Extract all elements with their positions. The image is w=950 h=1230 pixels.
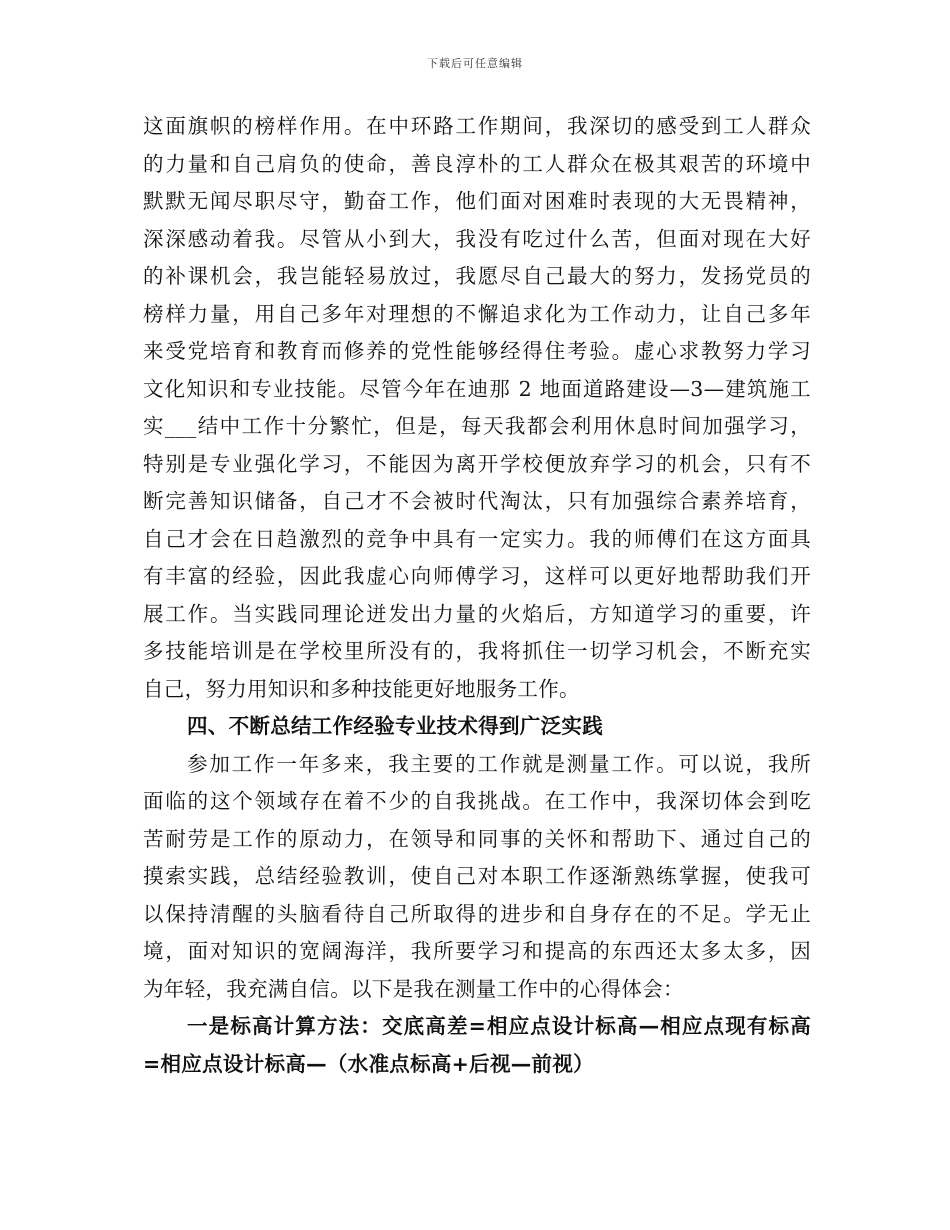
text-line: 为年轻，我充满自信。以下是我在测量工作中的心得体会： [143, 976, 684, 1001]
text-line: 的补课机会，我岂能轻易放过，我愿尽自己最大的努力，发扬党员的 [143, 264, 811, 288]
text-line: 深深感动着我。尽管从小到大，我没有吃过什么苦，但面对现在大好 [143, 226, 811, 251]
text-line: 榜样力量，用自己多年对理想的不懈追求化为工作动力，让自己多年 [143, 301, 811, 326]
text-line: 有丰富的经验，因此我虚心向师傅学习，这样可以更好地帮助我们开 [143, 564, 811, 588]
text-line: 特别是专业强化学习，不能因为离开学校便放弃学习的机会，只有不 [143, 451, 811, 476]
text-line: 实___结中工作十分繁忙，但是，每天我都会利用休息时间加强学习， [143, 414, 811, 438]
text-line: 多技能培训是在学校里所没有的，我将抓住一切学习机会，不断充实 [143, 639, 811, 663]
text-line: 苦耐劳是工作的原动力，在领导和同事的关怀和帮助下、通过自己的 [143, 826, 811, 851]
text-line: 默默无闻尽职尽守，勤奋工作，他们面对困难时表现的大无畏精神， [143, 189, 811, 213]
text-line: 自己才会在日趋激烈的竞争中具有一定实力。我的师傅们在这方面具 [143, 526, 811, 551]
text-line: 文化知识和专业技能。尽管今年在迪那 2 地面道路建设—3—建筑施工 [143, 376, 811, 401]
text-line: 自己，努力用知识和多种技能更好地服务工作。 [143, 676, 580, 701]
text-line: 这面旗帜的榜样作用。在中环路工作期间，我深切的感受到工人群众 [143, 114, 811, 138]
text-line: 以保持清醒的头脑看待自己所取得的进步和自身存在的不足。学无止 [143, 901, 811, 926]
text-line: 的力量和自己肩负的使命，善良淳朴的工人群众在极其艰苦的环境中 [143, 151, 811, 176]
bold-text-line: 一是标高计算方法：交底高差=相应点设计标高—相应点现有标高 [187, 1014, 811, 1038]
page-header-note: 下载后可任意编辑 [427, 57, 523, 70]
text-line: 面临的这个领域存在着不少的自我挑战。在工作中，我深切体会到吃 [143, 789, 811, 813]
section-heading: 四、不断总结工作经验专业技术得到广泛实践 [187, 714, 603, 738]
text-line: 展工作。当实践同理论迸发出力量的火焰后，方知道学习的重要，许 [143, 601, 811, 626]
bold-text-line: =相应点设计标高—（水准点标高+后视—前视） [143, 1051, 594, 1076]
text-line: 境，面对知识的宽阔海洋，我所要学习和提高的东西还太多太多，因 [143, 939, 811, 963]
text-line: 来受党培育和教育而修养的党性能够经得住考验。虚心求教努力学习 [143, 339, 811, 363]
text-line: 参加工作一年多来，我主要的工作就是测量工作。可以说，我所 [187, 751, 811, 776]
text-line: 摸索实践，总结经验教训，使自己对本职工作逐渐熟练掌握，使我可 [143, 864, 811, 888]
document-body [143, 108, 811, 1083]
text-line: 断完善知识储备，自己才不会被时代淘汰，只有加强综合素养培育， [143, 489, 811, 513]
